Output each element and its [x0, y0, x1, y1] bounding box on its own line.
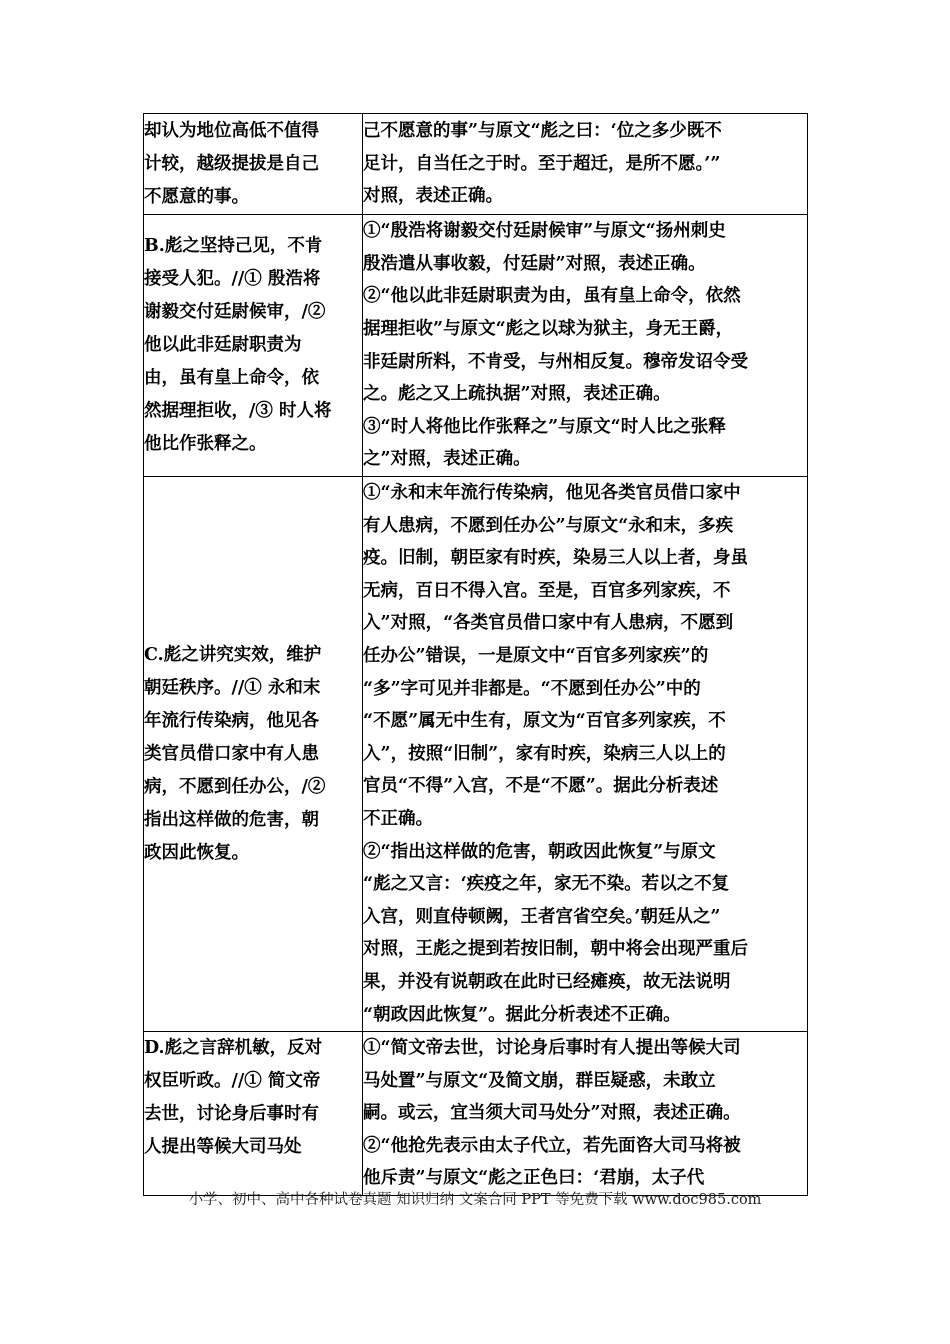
option-line: 朝廷秩序。//① 永和末	[144, 677, 321, 698]
analysis-line: “朝政因此恢复”。据此分析表述不正确。	[363, 1004, 681, 1025]
analysis-line: 对照，王彪之提到若按旧制，朝中将会出现严重后	[363, 939, 748, 960]
table-row	[144, 215, 808, 477]
analysis-line: 马处置”与原文“及简文崩，群臣疑惑，未敢立	[363, 1070, 716, 1091]
analysis-line: “不愿”属无中生有，原文为“百官多列家疾，不	[363, 711, 726, 732]
option-line: 指出这样做的危害，朝	[144, 809, 319, 830]
analysis-line: ①“殷浩将谢毅交付廷尉候审”与原文“扬州刺史	[363, 221, 726, 242]
option-line: 不愿意的事。	[144, 186, 249, 207]
option-line: 年流行传染病，他见各	[144, 710, 319, 731]
option-line: 他比作张释之。	[144, 434, 267, 454]
analysis-line: 殷浩遣从事收毅，付廷尉”对照，表述正确。	[363, 253, 706, 274]
analysis-cell	[363, 1032, 808, 1196]
analysis-line: ①“简文帝去世，讨论身后事时有人提出等候大司	[363, 1038, 741, 1059]
option-line: 计较，越级提拔是自己	[144, 153, 319, 174]
analysis-line: 足计，自当任之于时。至于超迁，是所不愿。’”	[363, 153, 721, 174]
analysis-line: 非廷尉所料，不肯受，与州相反复。穆帝发诏令受	[363, 351, 748, 372]
analysis-line: 疫。旧制，朝臣家有时疾，染易三人以上者，身虽	[363, 548, 748, 569]
analysis-cell	[363, 114, 808, 215]
option-line: 接受人犯。//① 殷浩将	[144, 269, 321, 289]
option-line: 类官员借口家中有人患	[144, 743, 319, 764]
analysis-line: 无病，百日不得入宫。至是，百官多列家疾，不	[363, 580, 731, 601]
table-row	[144, 477, 808, 1032]
analysis-line: ②“指出这样做的危害，朝政因此恢复”与原文	[363, 841, 716, 862]
analysis-cell	[363, 477, 808, 1032]
option-line: B.彪之坚持己见，不肯	[144, 236, 323, 256]
analysis-line: “彪之又言：‘疾疫之年，家无不染。若以之不复	[363, 874, 730, 895]
analysis-line: 任办公”错误，一是原文中“百官多列家疾”的	[363, 645, 709, 666]
option-cell	[144, 215, 363, 477]
analysis-line: 入宫，则直侍顿阙，王者宫省空矣。’朝廷从之”	[363, 906, 721, 927]
analysis-line: ②“他以此非廷尉职责为由，虽有皇上命令，依然	[363, 286, 741, 307]
option-line: 人提出等候大司马处	[144, 1137, 302, 1158]
analysis-line: 嗣。或云，宜当须大司马处分”对照，表述正确。	[363, 1103, 741, 1124]
option-line: 政因此恢复。	[144, 842, 249, 863]
analysis-line: 入”对照，“各类官员借口家中有人患病，不愿到	[363, 613, 734, 634]
option-line: C.彪之讲究实效，维护	[144, 644, 322, 665]
option-line: 权臣听政。//① 简文帝	[144, 1071, 321, 1092]
analysis-line: 之。彪之又上疏执据”对照，表述正确。	[363, 384, 671, 405]
option-line: 病，不愿到任办公，/②	[144, 776, 326, 797]
option-line: D.彪之言辞机敏，反对	[144, 1038, 323, 1059]
option-cell	[144, 1032, 363, 1196]
option-line: 他以此非廷尉职责为	[144, 335, 302, 355]
option-cell	[144, 477, 363, 1032]
analysis-line: 果，并没有说朝政在此时已经瘫痪，故无法说明	[363, 971, 731, 992]
analysis-line: 对照，表述正确。	[363, 186, 503, 207]
analysis-line: 有人患病，不愿到任办公”与原文“永和末，多疾	[363, 515, 734, 536]
analysis-line: 官员“不得”入宫，不是“不愿”。据此分析表述	[363, 776, 719, 797]
analysis-line: 他斥责”与原文“彪之正色曰：‘君崩，太子代	[363, 1168, 705, 1189]
option-line: 由，虽有皇上命令，依	[144, 368, 319, 388]
table-row	[144, 114, 808, 215]
analysis-line: ③“时人将他比作张释之”与原文“时人比之张释	[363, 416, 726, 437]
analysis-line: ①“永和末年流行传染病，他见各类官员借口家中	[363, 483, 741, 503]
option-line: 去世，讨论身后事时有	[144, 1104, 319, 1125]
analysis-line: ②“他抢先表示由太子代立，若先面咨大司马将被	[363, 1135, 741, 1156]
analysis-line: 入”，按照“旧制”，家有时疾，染病三人以上的	[363, 743, 726, 764]
analysis-line: 己不愿意的事”与原文“彪之曰：‘位之多少既不	[363, 121, 722, 142]
analysis-cell	[363, 215, 808, 477]
analysis-line: 据理拒收”与原文“彪之以球为狱主，身无王爵，	[363, 318, 734, 339]
option-line: 谢毅交付廷尉候审，/②	[144, 302, 326, 322]
option-line: 然据理拒收，/③ 时人将	[144, 401, 332, 421]
page-footer: 小学、初中、高中各种试卷真题 知识归纳 文案合同 PPT 等免费下载 www.doc985.com	[188, 1192, 762, 1208]
option-line: 却认为地位高低不值得	[144, 120, 319, 141]
analysis-line: “多”字可见并非都是。“不愿到任办公”中的	[363, 678, 701, 699]
analysis-line: 之”对照，表述正确。	[363, 449, 531, 470]
option-cell	[144, 114, 363, 215]
analysis-line: 不正确。	[363, 808, 433, 829]
table-row	[144, 1032, 808, 1196]
analysis-table	[143, 113, 808, 1196]
